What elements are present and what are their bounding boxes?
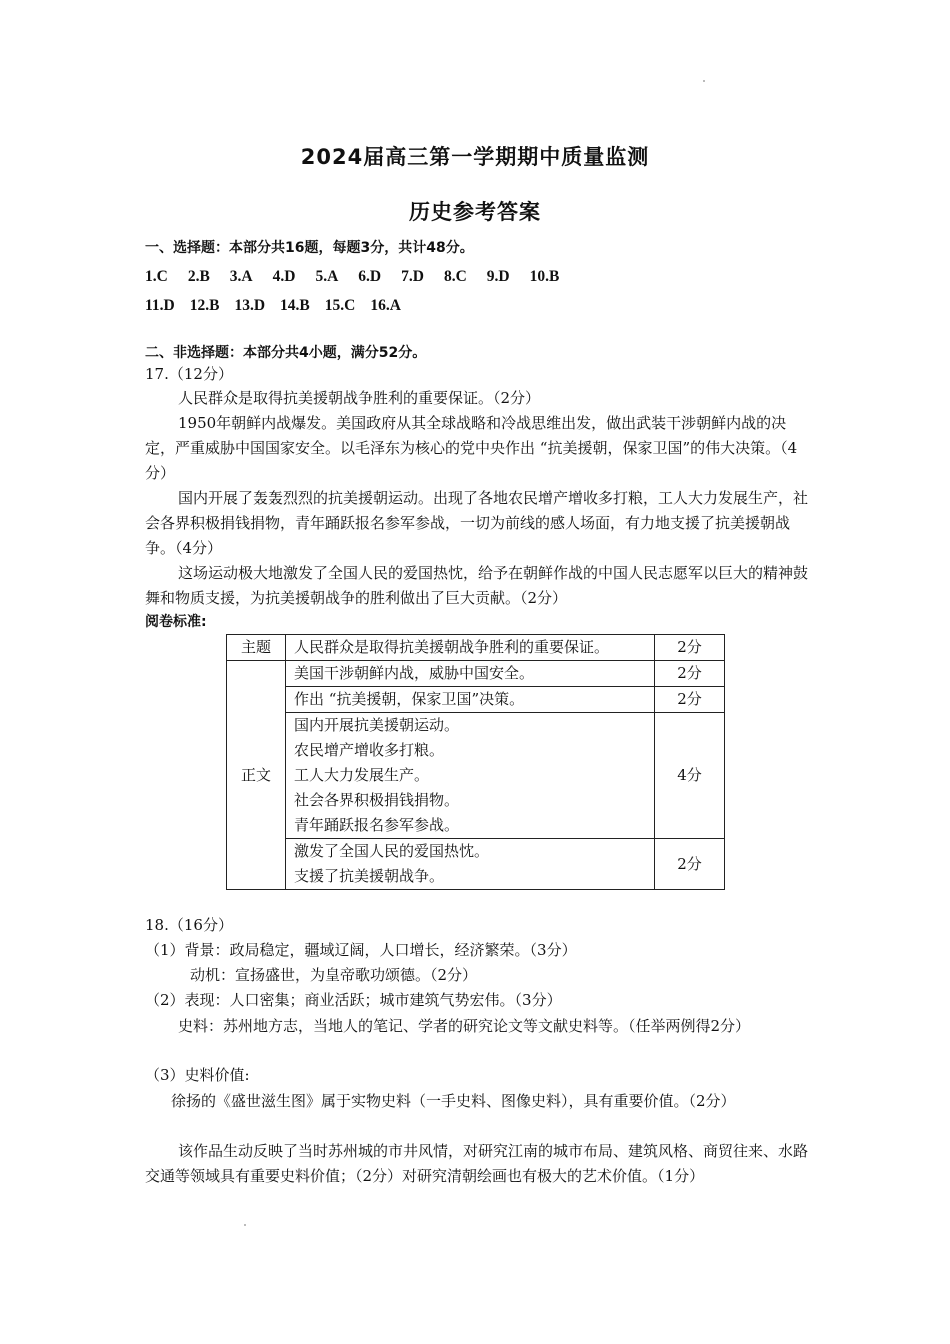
table-row	[227, 839, 725, 890]
q18-part2-sources: 史料：苏州地方志，当地人的笔记、学者的研究论文等文献史料等。（任举两例得2分）	[178, 1017, 751, 1035]
answer-item: 8.C	[443, 268, 467, 285]
table-cell: 人民群众是取得抗美援朝战争胜利的重要保证。	[286, 635, 655, 661]
answer-item: 3.A	[229, 268, 253, 285]
table-row	[227, 661, 725, 687]
answer-item: 9.D	[486, 268, 510, 285]
grading-table	[226, 634, 725, 890]
q17-paragraph-2: 1950年朝鲜内战爆发。美国政府从其全球战略和冷战思维出发，做出武装干涉朝鲜内战的决定，严重威胁中国国家安全。以毛泽东为核心的党中央作出 “抗美援朝，保家卫国”的伟大决策。（4分）	[145, 414, 798, 482]
answer-item: 10.B	[529, 268, 560, 285]
answer-item: 14.B	[280, 297, 310, 314]
answer-item: 2.B	[187, 268, 210, 285]
table-cell: 美国干涉朝鲜内战，威胁中国安全。	[286, 661, 655, 687]
table-cell: 2分	[655, 687, 725, 713]
q17-paragraph-4: 这场运动极大地激发了全国人民的爱国热忱，给予在朝鲜作战的中国人民志愿军以巨大的精神鼓舞和物质支援，为抗美援朝战争的胜利做出了巨大贡献。（2分）	[145, 564, 809, 607]
table-cell	[286, 839, 655, 890]
table-row	[227, 687, 725, 713]
answer-item: 11.D	[145, 297, 175, 314]
answer-item: 12.B	[189, 297, 220, 314]
part1-heading: 一、选择题：本部分共16题，每题3分，共计48分。	[145, 240, 474, 256]
answer-item: 16.A	[370, 297, 401, 314]
q17-paragraph-3: 国内开展了轰轰烈烈的抗美援朝运动。出现了各地农民增产增收多打粮，工人大力发展生产，社会各界积极捐钱捐物，青年踊跃报名参军参战，一切为前线的感人场面，有力地支援了抗美援朝战争。（4分）	[145, 489, 809, 557]
table-cell-line: 支援了抗美援朝战争。	[294, 867, 445, 885]
table-cell: 2分	[655, 839, 725, 890]
table-cell: 2分	[655, 635, 725, 661]
table-cell-line: 国内开展抗美援朝运动。	[294, 716, 460, 734]
answer-item: 6.D	[358, 268, 382, 285]
scan-speck	[703, 80, 705, 82]
table-cell: 4分	[655, 713, 725, 839]
answer-row-2	[145, 295, 416, 317]
answer-item: 1.C	[145, 268, 168, 285]
answer-item: 5.A	[315, 268, 339, 285]
table-cell: 主题	[227, 635, 286, 661]
table-cell	[286, 713, 655, 839]
table-cell-line: 农民增产增收多打粮。	[294, 741, 445, 759]
page-subtitle: 历史参考答案	[409, 200, 541, 224]
part2-heading: 二、非选择题：本部分共4小题，满分52分。	[145, 345, 427, 361]
answer-row-1	[145, 266, 579, 288]
table-cell-line: 青年踊跃报名参军参战。	[294, 816, 460, 834]
table-cell: 正文	[227, 661, 286, 890]
table-cell-line: 工人大力发展生产。	[294, 766, 430, 784]
q18-part1-background: （1）背景：政局稳定，疆域辽阔，人口增长，经济繁荣。（3分）	[145, 941, 577, 959]
table-cell: 2分	[655, 661, 725, 687]
q17-paragraph-1: 人民群众是取得抗美援朝战争胜利的重要保证。（2分）	[178, 389, 541, 407]
q18-part2-manifestation: （2）表现：人口密集；商业活跃；城市建筑气势宏伟。（3分）	[145, 991, 562, 1009]
grading-label: 阅卷标准:	[145, 614, 207, 630]
table-cell-line: 激发了全国人民的爱国热忱。	[294, 842, 490, 860]
q17-number: 17.（12分）	[145, 365, 233, 383]
table-row	[227, 713, 725, 839]
answer-item: 7.D	[401, 268, 424, 285]
table-row	[227, 635, 725, 661]
scan-speck	[244, 1224, 246, 1226]
answer-item: 13.D	[234, 297, 266, 314]
page-title: 2024届高三第一学期期中质量监测	[300, 145, 650, 169]
q18-part1-motive: 动机：宣扬盛世，为皇帝歌功颂德。（2分）	[190, 966, 478, 984]
answer-item: 4.D	[272, 268, 296, 285]
table-cell: 作出 “抗美援朝，保家卫国”决策。	[286, 687, 655, 713]
q18-number: 18.（16分）	[145, 916, 233, 934]
answer-item: 15.C	[324, 297, 356, 314]
table-cell-line: 社会各界积极捐钱捐物。	[294, 791, 460, 809]
q18-part3-heading: （3）史料价值:	[145, 1066, 250, 1084]
q18-part3-paragraph-2: 该作品生动反映了当时苏州城的市井风情，对研究江南的城市布局、建筑风格、商贸往来、水路交通等领域具有重要史料价值；（2分）对研究清朝绘画也有极大的艺术价值。（1分）	[145, 1142, 809, 1185]
q18-part3-paragraph-1: 徐扬的《盛世滋生图》属于实物史料（一手史料、图像史料），具有重要价值。（2分）	[171, 1092, 736, 1110]
